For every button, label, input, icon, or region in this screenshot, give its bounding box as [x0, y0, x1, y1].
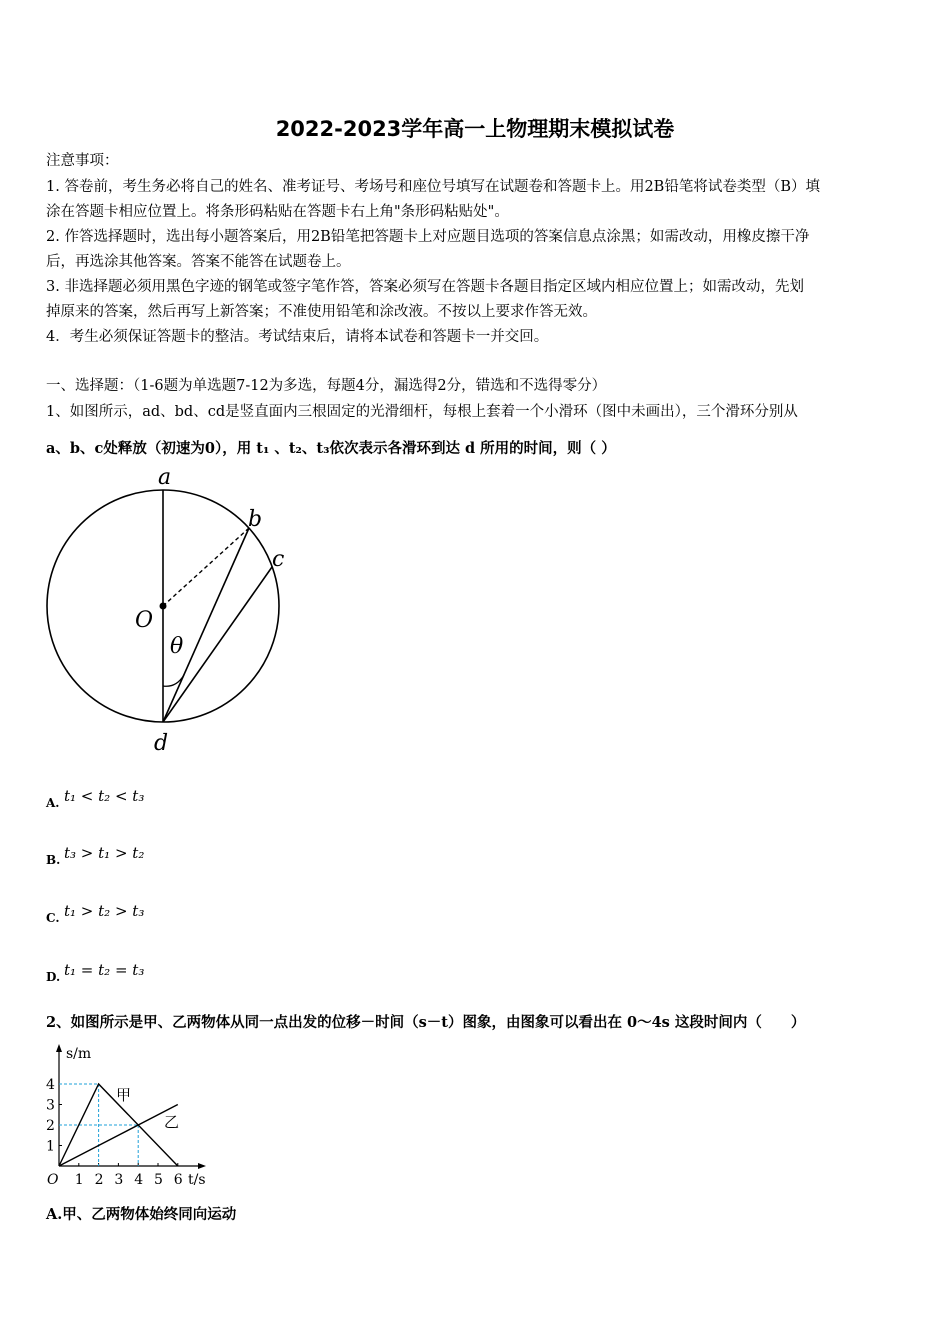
question-1-text: 1、如图所示，ad、bd、cd是竖直面内三根固定的光滑细杆，每根上套着一个小滑环（图中未画出），三个滑环分别从 — [46, 404, 798, 420]
notice-line: 涂在答题卡相应位置上。将条形码粘贴在答题卡右上角"条形码粘贴处"。 — [46, 204, 509, 220]
option-expression: t₁ > t₂ > t₃ — [64, 902, 145, 920]
page-title: 2022-2023学年高一上物理期末模拟试卷 — [275, 117, 675, 141]
x-tick-label: 4 — [134, 1172, 144, 1188]
notice-line: 3. 非选择题必须用黑色字迹的钢笔或签字笔作答，答案必须写在答题卡各题目指定区域内相应位置上；如需改动，先划 — [46, 279, 804, 295]
q1-circle-figure — [40, 460, 300, 760]
label-d: d — [154, 731, 169, 756]
notice-heading: 注意事项： — [46, 153, 119, 169]
option-label: C. — [46, 911, 60, 925]
notice-line: 2. 作答选择题时，选出每小题答案后，用2B铅笔把答题卡上对应题目选项的答案信息点涂黑；如需改动，用橡皮擦干净 — [46, 229, 810, 245]
y-tick-label: 3 — [46, 1097, 55, 1114]
label-c: c — [272, 547, 285, 572]
x-tick-label: 1 — [74, 1172, 84, 1188]
option-c[interactable] — [46, 902, 144, 925]
rod-bd — [163, 528, 249, 722]
question-2-option-a[interactable]: A.甲、乙两物体始终同向运动 — [46, 1206, 237, 1223]
option-d[interactable] — [46, 961, 144, 984]
notice-line: 掉原来的答案，然后再写上新答案；不准使用铅笔和涂改液。不按以上要求作答无效。 — [46, 304, 597, 320]
y-axis-label: s/m — [66, 1046, 92, 1062]
label-a: a — [158, 465, 172, 490]
y-tick-label: 4 — [46, 1077, 55, 1093]
option-label: B. — [46, 853, 61, 867]
option-label: D. — [46, 970, 61, 984]
st-graph — [40, 1038, 220, 1190]
y-tick-label: 2 — [46, 1118, 55, 1134]
x-axis-label: t/s — [188, 1172, 206, 1188]
question-1-text: a、b、c处释放（初速为0），用 t₁ 、t₂、t₃依次表示各滑环到达 d 所用的时间，则（ ） — [46, 440, 616, 457]
y-tick-label: 1 — [46, 1138, 55, 1155]
label-b: b — [248, 507, 263, 532]
series-yi-line — [59, 1105, 178, 1167]
center-dot — [160, 603, 167, 610]
x-tick-label: 6 — [173, 1172, 183, 1188]
option-label: A. — [46, 796, 60, 810]
label-o: O — [135, 608, 154, 633]
option-expression: t₁ < t₂ < t₃ — [64, 787, 145, 805]
option-expression: t₁ = t₂ = t₃ — [64, 961, 145, 979]
option-expression: t₃ > t₁ > t₂ — [64, 844, 145, 862]
origin-label: O — [47, 1172, 59, 1188]
option-b[interactable] — [46, 844, 144, 867]
option-a[interactable] — [46, 787, 144, 810]
radius-ob — [163, 528, 249, 606]
label-theta: θ — [170, 634, 184, 659]
section-heading: 一、选择题：（1-6题为单选题7-12为多选，每题4分，漏选得2分，错选和不选得零分） — [46, 378, 607, 394]
x-tick-label: 5 — [154, 1172, 163, 1188]
series-yi-label: 乙 — [164, 1113, 180, 1131]
x-axis-arrow — [198, 1163, 206, 1169]
notice-line: 1. 答卷前，考生务必将自己的姓名、准考证号、考场号和座位号填写在试题卷和答题卡上。用2B铅笔将试卷类型（B）填 — [46, 179, 820, 195]
notice-line: 4．考生必须保证答题卡的整洁。考试结束后，请将本试卷和答题卡一并交回。 — [46, 329, 549, 345]
series-jia-label: 甲 — [116, 1086, 132, 1104]
x-tick-label: 3 — [114, 1172, 124, 1188]
x-tick-label: 2 — [94, 1172, 104, 1188]
y-axis-arrow — [56, 1044, 62, 1052]
notice-line: 后，再选涂其他答案。答案不能答在试题卷上。 — [46, 254, 351, 270]
question-2-text: 2、如图所示是甲、乙两物体从同一点出发的位移－时间（s－t）图象，由图象可以看出在 0～4s 这段时间内（ ） — [46, 1014, 806, 1031]
